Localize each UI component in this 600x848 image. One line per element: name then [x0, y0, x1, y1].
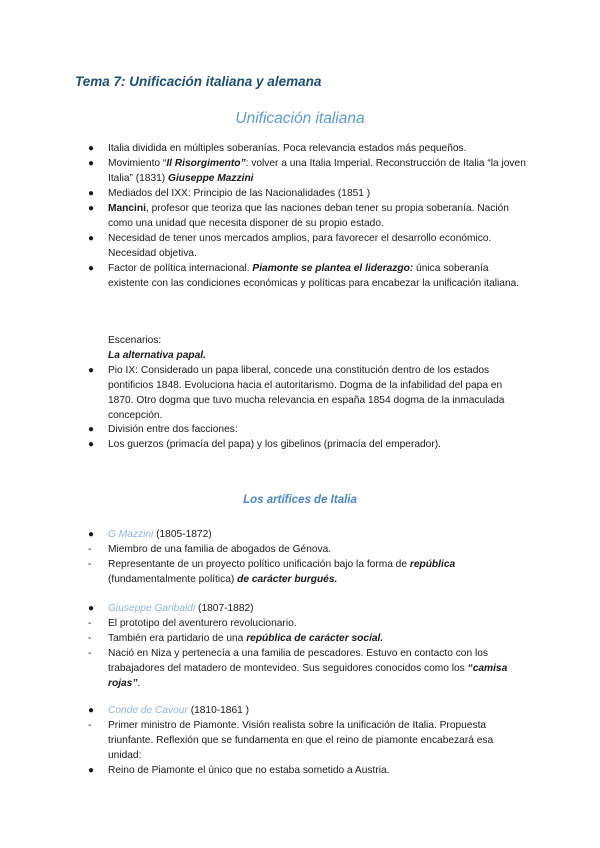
- list-item: Pio IX: Considerado un papa liberal, concede una constitución dentro de los estados pontificios 1848. Evoluciona hacia el autoritarismo. Dogma de la infabilidad del papa en 1870. Otro dogma que tuvo mucha relevancia en españa 1854 dogma de la inmaculada concepción.: [108, 365, 505, 421]
- list-item: Reino de Piamonte el único que no estaba sometido a Austria.: [108, 765, 390, 776]
- bullet-marker: ●: [88, 365, 95, 376]
- bullet-marker: ●: [88, 158, 95, 169]
- bullet-marker: ●: [88, 203, 95, 214]
- bullet-marker: ●: [88, 439, 95, 450]
- bullet-marker: ●: [88, 424, 95, 435]
- list-item: Miembro de una familia de abogados de Génova.: [108, 544, 332, 555]
- dash-marker: -: [88, 618, 92, 629]
- escenarios-label: Escenarios:: [108, 335, 162, 346]
- list-item: También era partidario de una república de carácter social.: [108, 633, 384, 644]
- dash-marker: -: [88, 559, 92, 570]
- dash-marker: -: [88, 633, 92, 644]
- bullet-marker: ●: [88, 603, 95, 614]
- dash-marker: -: [88, 544, 92, 555]
- person-mazzini: G Mazzini (1805-1872): [108, 529, 212, 540]
- bullet-marker: ●: [88, 263, 95, 274]
- section-heading-unificacion: Unificación italiana: [235, 110, 365, 127]
- person-garibaldi: Giuseppe Garibaldi (1807-1882): [108, 603, 254, 614]
- list-item: Primer ministro de Piamonte. Visión realista sobre la unificación de Italia. Propuesta triunfante. Reflexión que se fundamenta en que el reino de piamonte encabezará esa unidad:: [108, 720, 494, 761]
- bullet-marker: ●: [88, 233, 95, 244]
- person-cavour: Conde de Cavour (1810-1861 ): [108, 705, 250, 716]
- list-item: Nació en Niza y pertenecía a una familia de pescadores. Estuvo en contacto con los trabajadores del matadero de montevideo. Sus seguidores conocidos como los “camisa rojas”.: [108, 648, 508, 689]
- page-title: Tema 7: Unificación italiana y alemana: [75, 74, 322, 89]
- bullet-marker: ●: [88, 529, 95, 540]
- list-item: Factor de política internacional. Piamonte se plantea el liderazgo: única soberanía existente con las condiciones económicas y políticas para encabezar la unificación italiana.: [108, 263, 520, 289]
- section-heading-artifices: Los artífices de Italia: [243, 494, 357, 506]
- bullet-marker: ●: [88, 143, 95, 154]
- list-item: Necesidad de tener unos mercados amplios, para favorecer el desarrollo económico. Necesidad objetiva.: [108, 233, 492, 259]
- cavour-link[interactable]: Conde de Cavour: [108, 705, 188, 716]
- alternativa-papal-heading: La alternativa papal.: [108, 350, 206, 361]
- mazzini-link[interactable]: G Mazzini: [108, 529, 154, 540]
- list-item: Los guerzos (primacía del papa) y los gibelinos (primacía del emperador).: [108, 439, 441, 450]
- list-item: Representante de un proyecto político unificación bajo la forma de república (fundamentalmente política) de carácter burgués.: [108, 559, 456, 585]
- list-item: Movimiento “Il Risorgimento”: volver a una Italia Imperial. Reconstrucción de Italia “la joven Italia” (1831) Giuseppe Mazzini: [108, 158, 526, 184]
- list-item: El prototipo del aventurero revolucionario.: [108, 618, 297, 629]
- list-item: Mancini, profesor que teoriza que las naciones deban tener su propia soberanía. Nación como una unidad que necesita disponer de su propio estado.: [108, 203, 509, 229]
- dash-marker: -: [88, 720, 92, 731]
- bullet-marker: ●: [88, 765, 95, 776]
- bullet-marker: ●: [88, 188, 95, 199]
- bullet-marker: ●: [88, 705, 95, 716]
- list-item: Mediados del IXX: Principio de las Nacionalidades (1851 ): [108, 188, 371, 199]
- list-item: Italia dividida en múltiples soberanías. Poca relevancia estados más pequeños.: [108, 143, 467, 154]
- list-item: División entre dos facciones:: [108, 424, 238, 435]
- garibaldi-link[interactable]: Giuseppe Garibaldi: [108, 603, 196, 614]
- dash-marker: -: [88, 648, 92, 659]
